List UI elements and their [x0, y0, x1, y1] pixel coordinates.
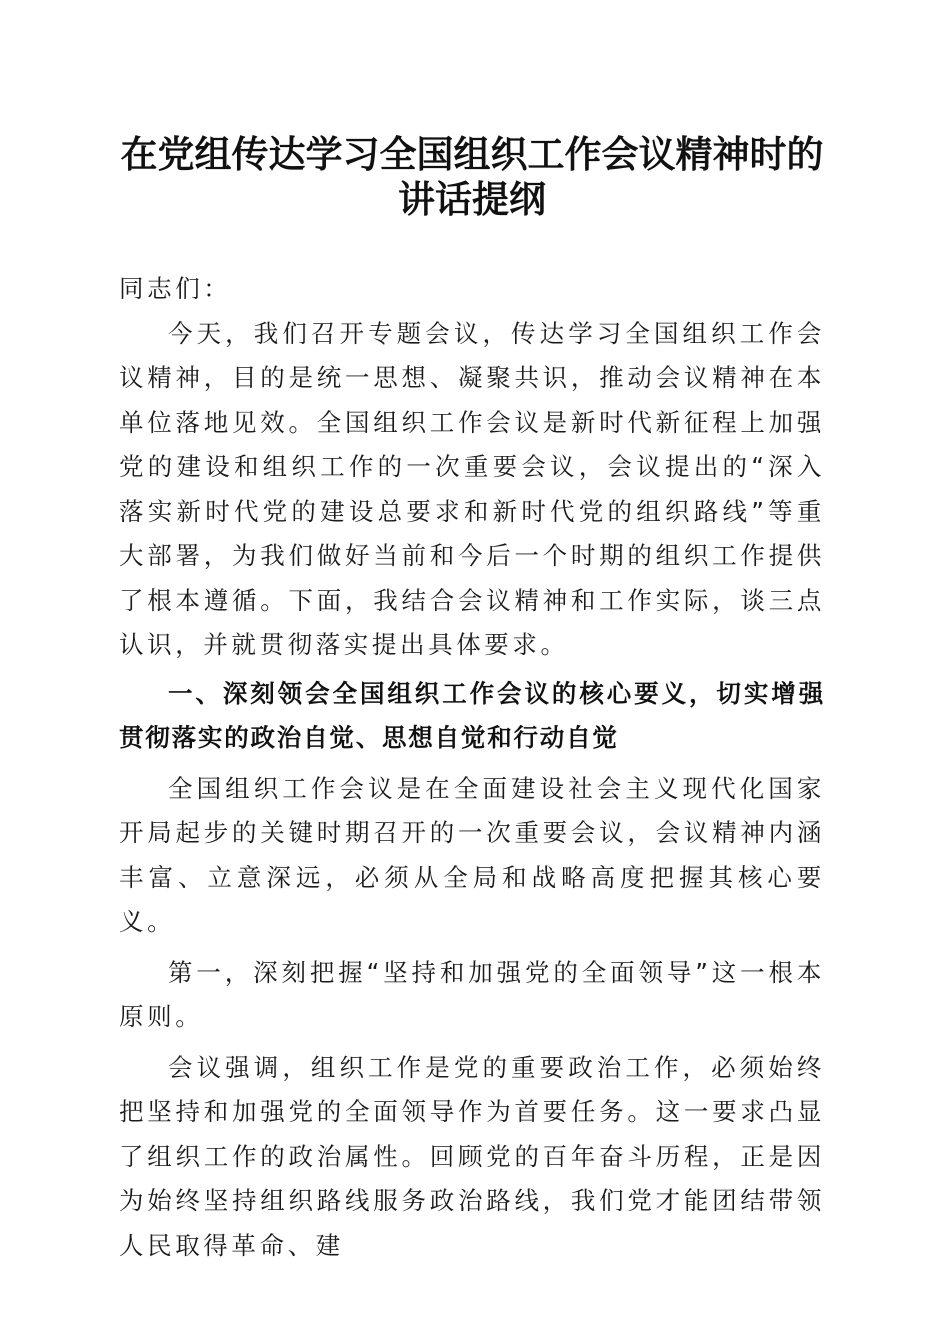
intro-paragraph: 今天，我们召开专题会议，传达学习全国组织工作会议精神，目的是统一思想、凝聚共识，推动会议精神在本单位落地见效。全国组织工作会议是新时代新征程上加强党的建设和组织工作的一次重要会议，会议提出的“深入落实新时代党的建设总要求和新时代党的组织路线”等重大部署，为我们做好当前和今后一个时期的组织工作提供了根本遵循。下面，我结合会议精神和工作实际，谈三点认识，并就贯彻落实提出具体要求。	[119, 318, 825, 659]
point-one-paragraph: 会议强调，组织工作是党的重要政治工作，必须始终把坚持和加强党的全面领导作为首要任务。这一要求凸显了组织工作的政治属性。回顾党的百年奋斗历程，正是因为始终坚持组织路线服务政治路线，我们党才能团结带领人民取得革命、建	[119, 1052, 825, 1260]
salutation: 同志们：	[119, 274, 232, 303]
document-body	[119, 132, 825, 1268]
point-one-heading: 第一，深刻把握“坚持和加强党的全面领导”这一根本原则。	[119, 957, 825, 1031]
document-title: 在党组传达学习全国组织工作会议精神时的讲话提纲	[120, 132, 824, 221]
section-heading-1: 一、深刻领会全国组织工作会议的核心要义，切实增强贯彻落实的政治自觉、思想自觉和行动自觉	[119, 678, 825, 752]
section-1-paragraph: 全国组织工作会议是在全面建设社会主义现代化国家开局起步的关键时期召开的一次重要会议，会议精神内涵丰富、立意深远，必须从全局和战略高度把握其核心要义。	[119, 773, 825, 936]
